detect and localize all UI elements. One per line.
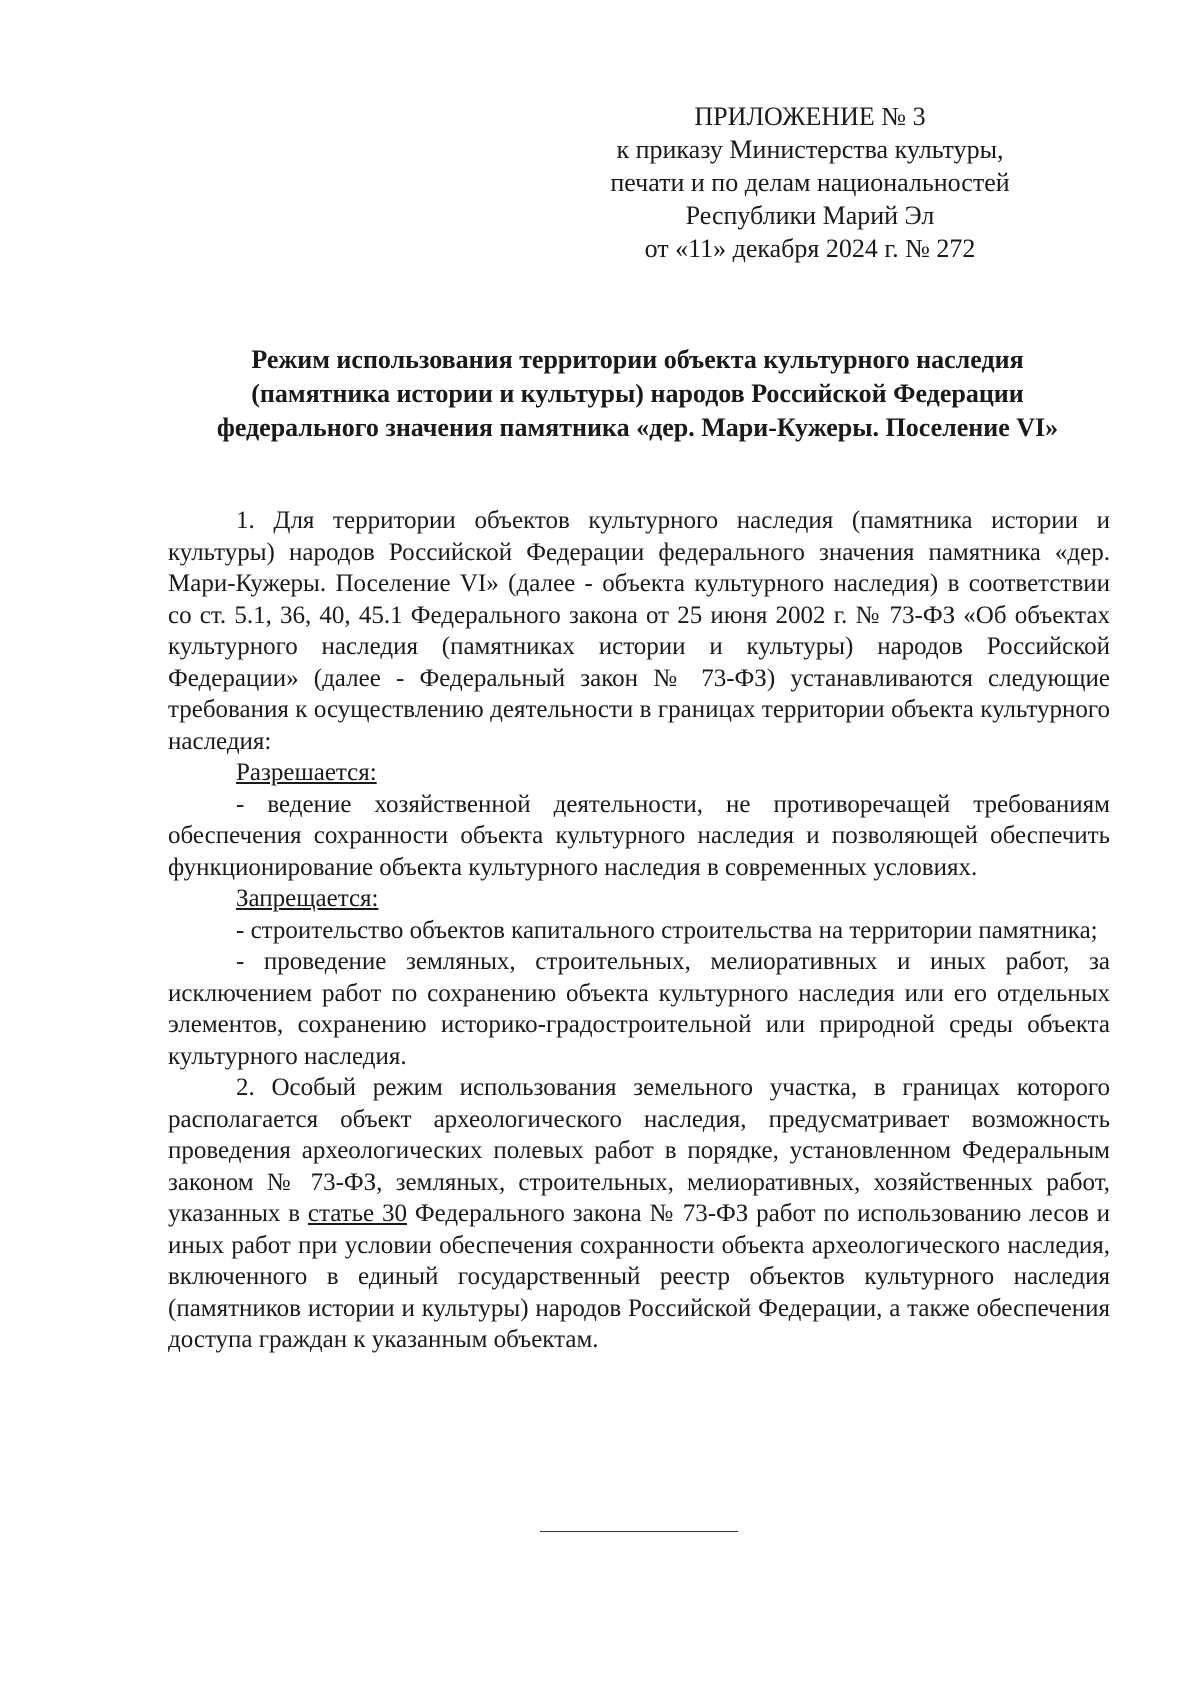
allowed-heading: Разрешается:	[236, 759, 377, 786]
forbidden-heading: Запрещается:	[236, 885, 379, 912]
paragraph-1: 1. Для территории объектов культурного наследия (памятника истории и культуры) народов Российской Федерации федерального значения памятника «дер. Мари-Кужеры. Поселение VI» (далее - объекта культурного наследия) в соответствии со ст. 5.1, 36, 40, 45.1 Федерального закона от 25 июня 2002 г. № 73-ФЗ «Об объектах культурного наследия (памятниках истории и культуры) народов Российской Федерации» (далее - Федеральный закон № 73-ФЗ) устанавливаются следующие требования к осуществлению деятельности в границах территории объекта культурного наследия:	[168, 507, 1110, 755]
document-body	[168, 505, 1110, 1356]
appendix-date-number: от «11» декабря 2024 г. № 272	[644, 234, 976, 263]
title-line-1: Режим использования территории объекта культурного наследия	[251, 345, 1024, 374]
end-separator-line	[540, 1531, 738, 1532]
article-30-link[interactable]: статье 30	[307, 1200, 407, 1227]
appendix-order-ref: к приказу Министерства культуры,	[616, 135, 1004, 164]
allowed-item-1: - ведение хозяйственной деятельности, не противоречащей требованиям обеспечения сохранности объекта культурного наследия и позволяющей обеспечить функционирование объекта культурного наследия в современных условиях.	[168, 790, 1110, 881]
title-line-2: (памятника истории и культуры) народов Российской Федерации	[251, 379, 1024, 408]
paragraph-2-end: Федерального закона № 73-ФЗ работ по использованию лесов и иных работ при условии обеспечения сохранности объекта археологического наследия, включенного в единый государственный реестр объектов культурного наследия (памятников истории и культуры) народов Российской Федерации, а также обеспечения доступа граждан к указанным объектам.	[168, 1200, 1110, 1353]
document-title	[160, 343, 1115, 445]
appendix-header	[560, 100, 1060, 265]
appendix-republic: Республики Марий Эл	[685, 201, 935, 230]
title-line-3: федерального значения памятника «дер. Мари-Кужеры. Поселение VI»	[216, 413, 1059, 442]
paragraph-2-start: 2. Особый режим использования земельного участка, в границах которого располагается объект археологического наследия, предусматривает возможность проведения археологических полевых работ в порядке, установленном Федеральным законом № 73-ФЗ, земляных, строительных, мелиоративных, хозяйственных работ, указанных в	[168, 1074, 1110, 1227]
appendix-ministry: печати и по делам национальностей	[610, 168, 1010, 197]
appendix-number: ПРИЛОЖЕНИЕ № 3	[694, 102, 926, 131]
forbidden-item-1: - строительство объектов капитального строительства на территории памятника;	[236, 916, 1098, 944]
forbidden-item-2: - проведение земляных, строительных, мелиоративных и иных работ, за исключением работ по сохранению объекта культурного наследия или его отдельных элементов, сохранению историко-градостроительной или природной среды объекта культурного наследия.	[168, 948, 1110, 1070]
paragraph-2	[168, 1072, 1110, 1356]
